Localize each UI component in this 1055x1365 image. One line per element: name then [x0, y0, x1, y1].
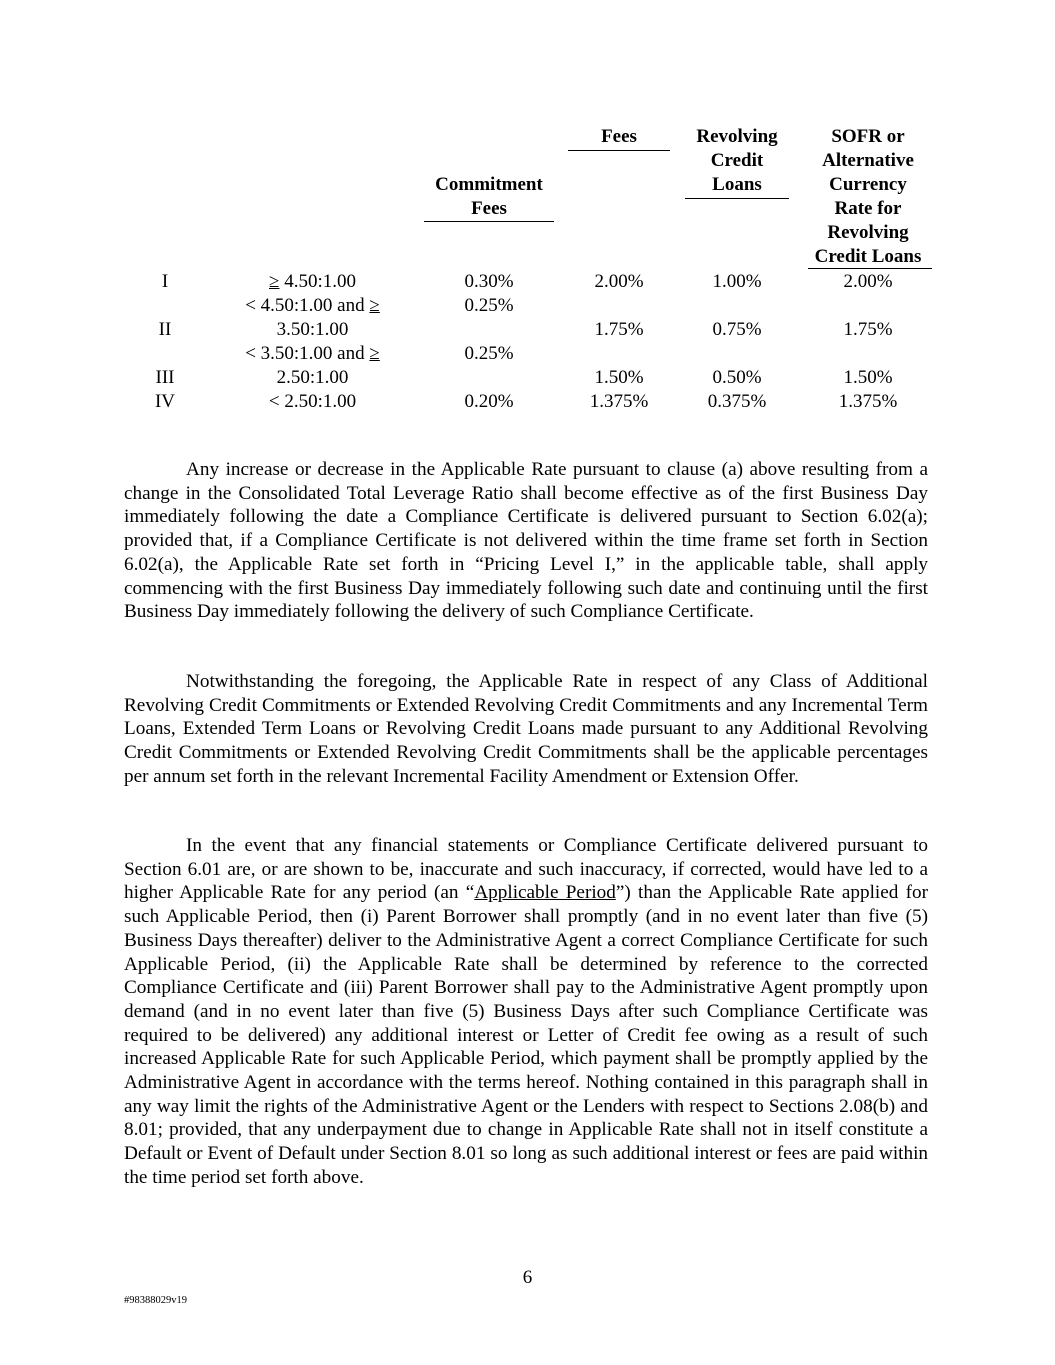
row-3-ratio-line-1: < 3.50:1.00 and ≥ — [245, 343, 380, 364]
row-1-revolving: 1.00% — [712, 271, 762, 292]
header-revolving-rule — [685, 198, 789, 199]
row-1-level: I — [161, 271, 169, 292]
defined-term-applicable-period: Applicable Period — [474, 882, 616, 904]
row-4-commitment: 0.20% — [464, 391, 514, 412]
ratio-ge-symbol: ≥ — [269, 271, 280, 292]
row-3-ratio-line-2: 2.50:1.00 — [276, 367, 349, 388]
row-2-commitment: 0.25% — [464, 295, 514, 316]
row-3-sofr: 1.50% — [843, 367, 893, 388]
row-3-revolving: 0.50% — [712, 367, 762, 388]
row-1-fees: 2.00% — [594, 271, 644, 292]
paragraph-inaccuracy — [124, 834, 928, 1190]
row-4-level: IV — [154, 391, 176, 412]
row-3-level: III — [155, 367, 175, 388]
row-1-commitment: 0.30% — [464, 271, 514, 292]
row-4-sofr: 1.375% — [838, 391, 898, 412]
header-revolving: Revolving Credit Loans — [696, 126, 778, 195]
header-sofr-rule — [808, 268, 932, 269]
header-fees: Fees — [601, 126, 637, 147]
row-2-revolving: 0.75% — [712, 319, 762, 340]
row-1-sofr: 2.00% — [843, 271, 893, 292]
row-2-sofr: 1.75% — [843, 319, 893, 340]
row-2-ratio-line-2: 3.50:1.00 — [276, 319, 349, 340]
paragraph-inaccuracy-start: In the event that any financial statements or Compliance Certificate delivered pursuant to Section 6.01 are, or are shown to be, inaccurate and such inaccuracy, if corrected, would have led to a higher Applicable Rate for any period (an “ — [124, 835, 928, 904]
header-commitment-rule — [424, 221, 554, 222]
document-id: #98388029v19 — [124, 1295, 187, 1306]
header-fees-rule — [568, 150, 670, 151]
row-1-ratio: ≥ 4.50:1.00 — [269, 271, 356, 292]
paragraph-rate-adjustment: Any increase or decrease in the Applicable Rate pursuant to clause (a) above resulting from a change in the Consolidated Total Leverage Ratio shall become effective as of the first Business Day immediately following the date a Compliance Certificate is delivered pursuant to Section 6.02(a); provided that, if a Compliance Certificate is not delivered within the time frame set forth in Section 6.02(a), the Applicable Rate set forth in “Pricing Level I,” in the applicable table, shall apply commencing with the first Business Day immediately following such date and continuing until the first Business Day immediately following the delivery of such Compliance Certificate. — [124, 459, 928, 623]
row-4-revolving: 0.375% — [707, 391, 767, 412]
row-2-level: II — [158, 319, 172, 340]
paragraph-notwithstanding: Notwithstanding the foregoing, the Applicable Rate in respect of any Class of Additional Revolving Credit Commitments or Extended Revolving Credit Commitments and any Incremental Term Loans, Extended Term Loans or Revolving Credit Loans made pursuant to any Additional Revolving Credit Commitments or Extended Revolving Credit Commitments shall be the applicable percentages per annum set forth in the relevant Incremental Facility Amendment or Extension Offer. — [124, 671, 928, 787]
row-4-ratio: < 2.50:1.00 — [268, 391, 357, 412]
header-sofr: SOFR or Alternative Currency Rate for Revolving Credit Loans — [814, 126, 922, 267]
row-4-fees: 1.375% — [589, 391, 649, 412]
paragraph-inaccuracy-rest: ”) than the Applicable Rate applied for such Applicable Period, then (i) Parent Borrower shall promptly (and in no event later than five (5) Business Days thereafter) deliver to the Administrative Agent a correct Compliance Certificate for such Applicable Period, (ii) the Applicable Rate shall be determined by reference to the corrected Compliance Certificate and (iii) Parent Borrower shall pay to the Administrative Agent promptly upon demand (and in no event later than five (5) Business Days after such Compliance Certificate was required to be delivered) any additional interest or Letter of Credit fee owing as a result of such increased Applicable Rate for such Applicable Period, which payment shall be promptly applied by the Administrative Agent in accordance with the terms hereof. Nothing contained in this paragraph shall in any way limit the rights of the Administrative Agent or the Lenders with respect to Sections 2.08(b) and 8.01; provided, that any underpayment due to change in Applicable Rate shall not in itself constitute a Default or Event of Default under Section 8.01 so long as such additional interest or fees are paid within the time period set forth above. — [124, 882, 928, 1188]
header-commitment-fees: Commitment Fees — [435, 174, 543, 219]
row-2-fees: 1.75% — [594, 319, 644, 340]
row-3-commitment: 0.25% — [464, 343, 514, 364]
row-3-fees: 1.50% — [594, 367, 644, 388]
page-number: 6 — [522, 1267, 533, 1288]
row-2-ratio-line-1: < 4.50:1.00 and ≥ — [245, 295, 380, 316]
